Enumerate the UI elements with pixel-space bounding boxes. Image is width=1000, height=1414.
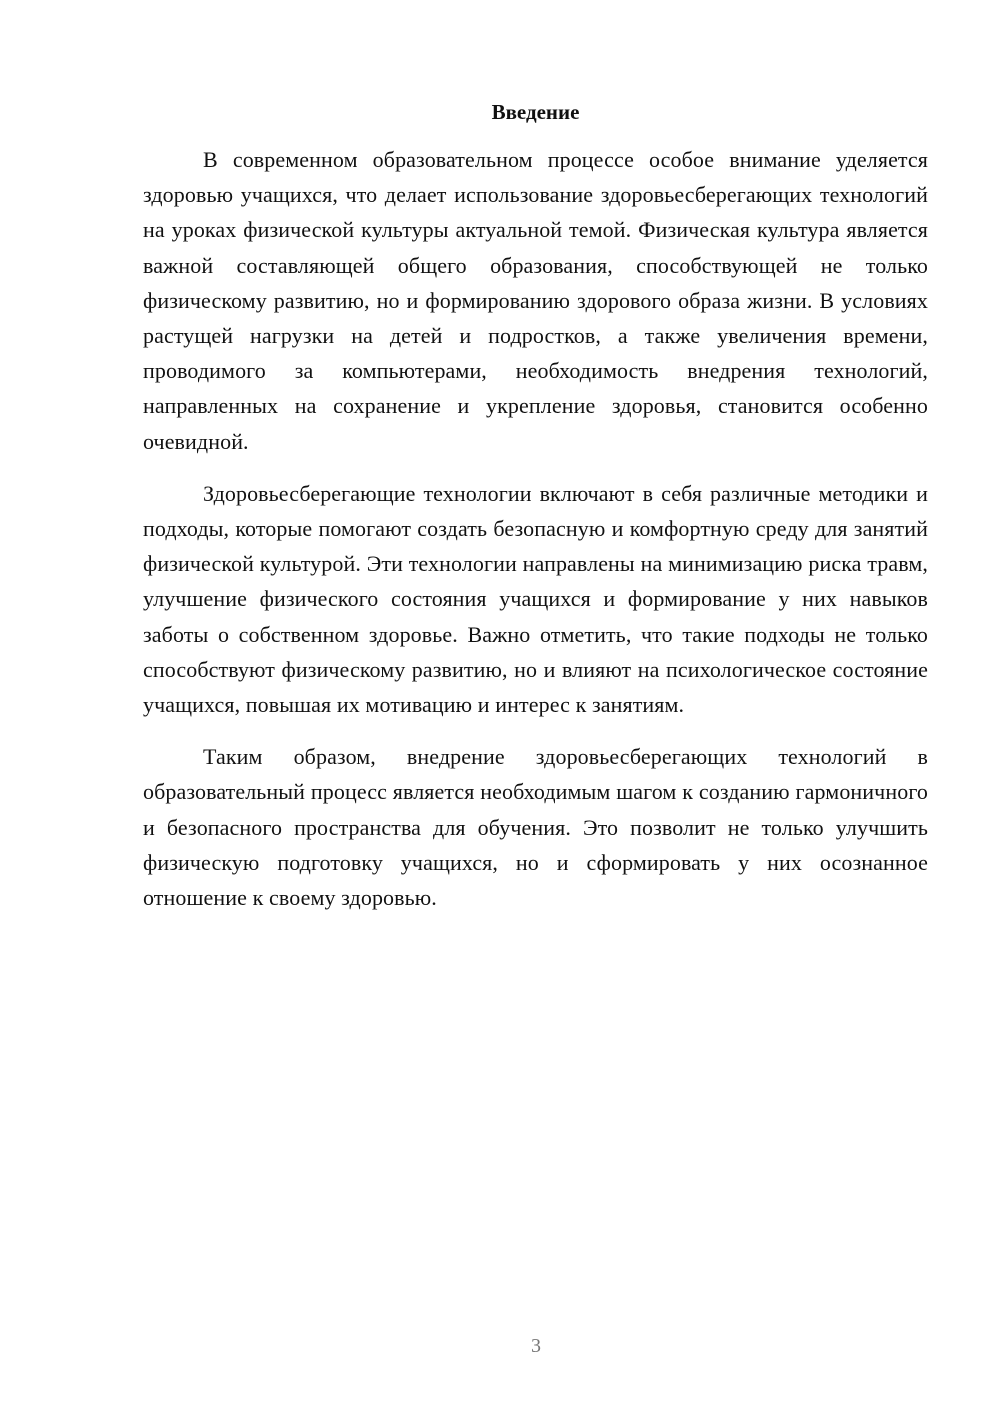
paragraph-2: Здоровьесберегающие технологии включают в себя различные методики и подходы, которые помогают создать безопасную и комфортную среду для занятий физической культурой. Эти технологии направлены на минимизацию риска травм, улучшение физического состояния учащихся и формирование у них навыков заботы о собственном здоровье. Важно отметить, что такие подходы не только способствуют физическому развитию, но и влияют на психологическое состояние учащихся, повышая их мотивацию и интерес к занятиям. — [143, 480, 928, 718]
section-heading: Введение — [491, 100, 580, 124]
paragraph-1: В современном образовательном процессе особое внимание уделяется здоровью учащихся, что делает использование здоровьесберегающих технологий на уроках физической культуры актуальной темой. Физическая культура является важной составляющей общего образования, способствующей не только физическому развитию, но и формированию здорового образа жизни. В условиях растущей нагрузки на детей и подростков, а также увеличения времени, проводимого за компьютерами, необходимость внедрения технологий, направленных на сохранение и укрепление здоровья, становится особенно очевидной. — [143, 147, 928, 454]
paragraph-3: Таким образом, внедрение здоровьесберегающих технологий в образовательный процесс является необходимым шагом к созданию гармоничного и безопасного пространства для обучения. Это позволит не только улучшить физическую подготовку учащихся, но и сформировать у них осознанное отношение к своему здоровью. — [143, 744, 928, 911]
page-number: 3 — [531, 1335, 541, 1357]
body-text — [143, 142, 928, 932]
